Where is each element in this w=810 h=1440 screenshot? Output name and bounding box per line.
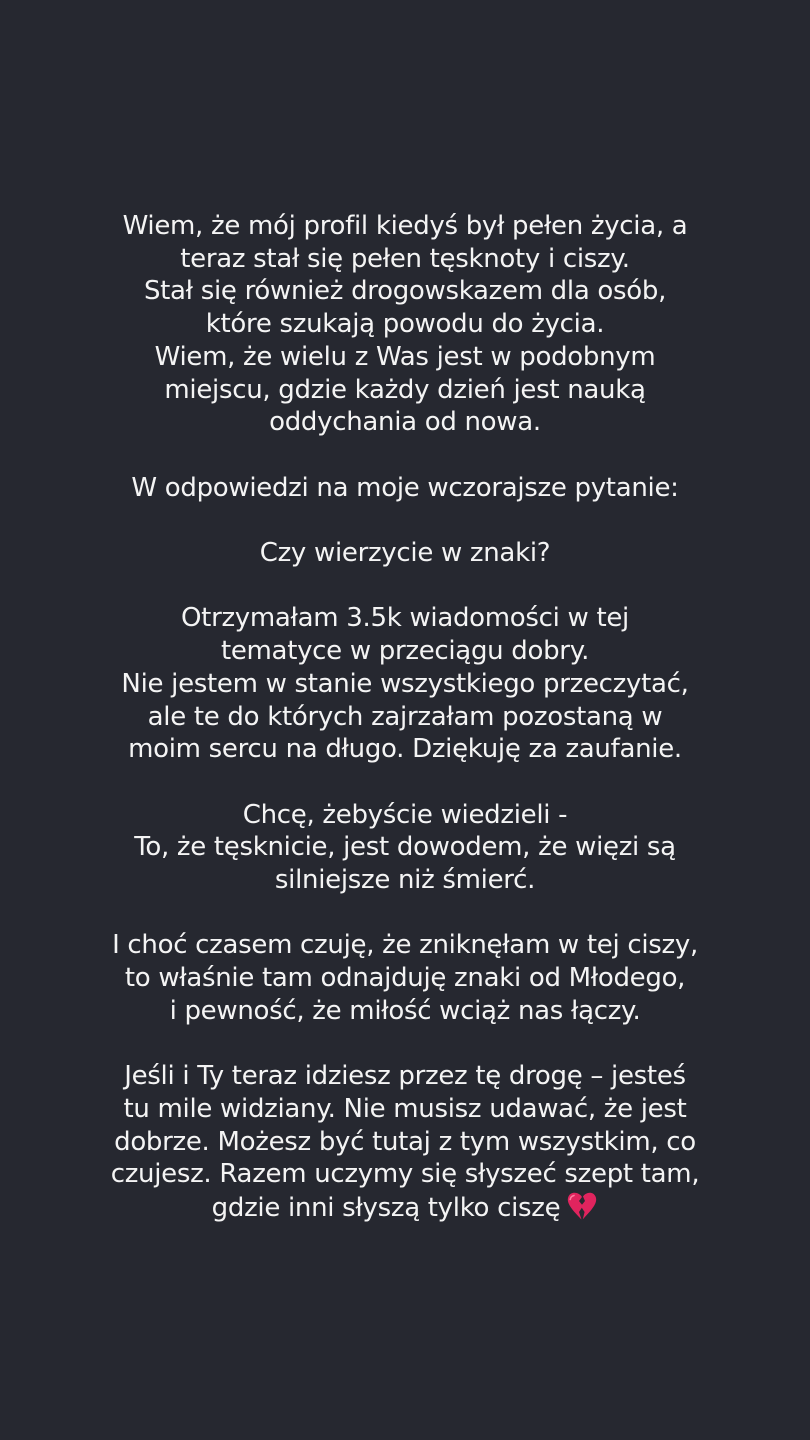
text-line: I choć czasem czuję, że zniknęłam w tej ciszy, — [112, 930, 698, 961]
text-line: Chcę, żebyście wiedzieli - — [242, 799, 568, 830]
text-line: czujesz. Razem uczymy się słyszeć szept tam, — [110, 1159, 700, 1190]
text-line: Stał się również drogowskazem dla osób, — [143, 276, 667, 307]
text-line: W odpowiedzi na moje wczorajsze pytanie: — [131, 472, 679, 503]
text-line: moim sercu na długo. Dziękuję za zaufanie. — [128, 734, 682, 765]
text-line: które szukają powodu do życia. — [205, 309, 605, 340]
text-line: Wiem, że mój profil kiedyś był pełen życia, a — [122, 211, 688, 241]
text-line-with-emoji — [60, 1191, 750, 1225]
text-line: To, że tęsknicie, jest dowodem, że więzi są — [134, 832, 676, 863]
paragraph-welcome — [60, 1060, 750, 1225]
text-line: teraz stał się pełen tęsknoty i ciszy. — [180, 243, 630, 274]
text-line: Jeśli i Ty teraz idziesz przez tę drogę – jesteś — [124, 1061, 686, 1092]
story-text-block — [60, 210, 750, 1225]
paragraph-profile — [60, 210, 750, 439]
text-line: Czy wierzycie w znaki? — [259, 538, 551, 568]
text-line: tu mile widziany. Nie musisz udawać, że jest — [123, 1093, 687, 1124]
broken-heart-icon — [566, 1191, 598, 1221]
text-line: to właśnie tam odnajduję znaki od Młodego, — [124, 963, 686, 994]
paragraph-answer-intro — [60, 472, 750, 505]
text-line: ale te do których zajrzałam pozostaną w — [147, 701, 663, 732]
text-line: gdzie inni słyszą tylko ciszę — [211, 1193, 561, 1223]
paragraph-question — [60, 537, 750, 570]
text-line: tematyce w przeciągu dobry. — [220, 636, 590, 667]
text-line: Otrzymałam 3.5k wiadomości w tej — [181, 603, 629, 634]
text-line: Nie jestem w stanie wszystkiego przeczytać, — [121, 668, 689, 699]
text-line: dobrze. Możesz być tutaj z tym wszystkim, co — [114, 1126, 696, 1157]
paragraph-signs — [60, 929, 750, 1027]
text-line: i pewność, że miłość wciąż nas łączy. — [169, 995, 641, 1026]
text-line: Wiem, że wielu z Was jest w podobnym — [154, 341, 656, 372]
text-line: silniejsze niż śmierć. — [274, 865, 536, 895]
text-line: miejscu, gdzie każdy dzień jest nauką — [164, 374, 646, 405]
paragraph-bonds — [60, 799, 750, 897]
paragraph-messages — [60, 602, 750, 766]
text-line: oddychania od nowa. — [269, 407, 541, 438]
